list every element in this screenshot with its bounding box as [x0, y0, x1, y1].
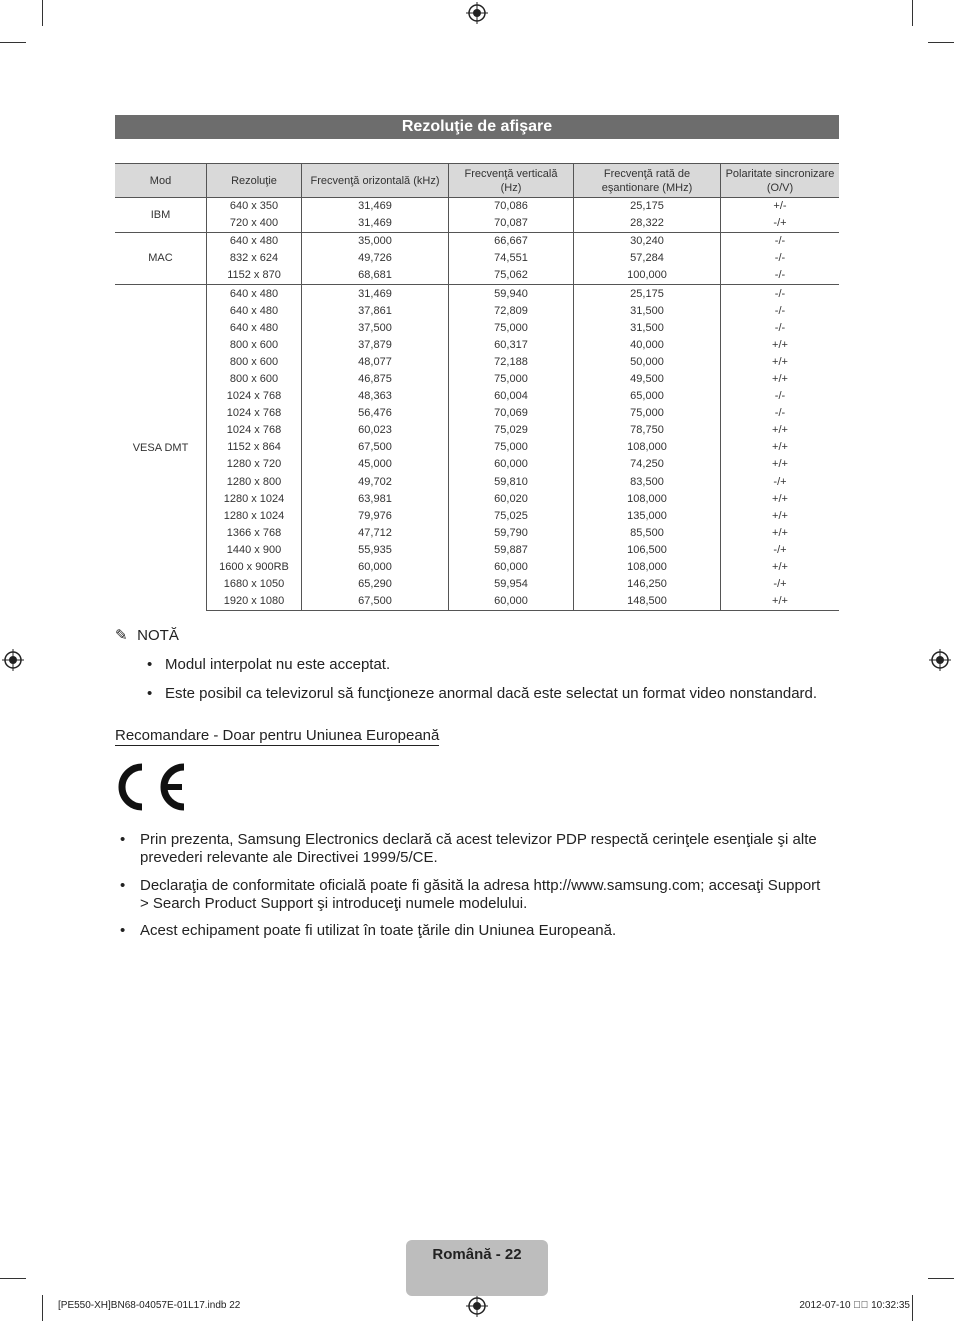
table-cell: -/+: [721, 474, 840, 491]
table-cell: 800 x 600: [207, 337, 302, 354]
table-cell: 74,551: [449, 250, 574, 267]
table-cell: 59,940: [449, 285, 574, 303]
table-cell: 75,029: [449, 422, 574, 439]
table-cell: 55,935: [302, 542, 449, 559]
table-cell: 31,469: [302, 285, 449, 303]
table-row: [115, 439, 839, 456]
registration-mark-icon: [466, 1295, 488, 1317]
table-cell: 60,004: [449, 388, 574, 405]
table-cell: 57,284: [574, 250, 721, 267]
bullet-icon: •: [147, 656, 153, 673]
crop-mark: [912, 1295, 913, 1321]
table-cell: 75,000: [574, 405, 721, 422]
table-cell: 48,077: [302, 354, 449, 371]
table-cell: 59,810: [449, 474, 574, 491]
table-row: [115, 285, 839, 303]
column-header: Frecvenţă verticală (Hz): [449, 164, 574, 198]
table-cell: 108,000: [574, 439, 721, 456]
table-cell: 49,500: [574, 371, 721, 388]
bullet-icon: •: [120, 922, 126, 939]
table-cell: +/+: [721, 337, 840, 354]
table-row: [115, 250, 839, 267]
table-cell: 640 x 480: [207, 233, 302, 251]
page-label: Română - 22: [432, 1246, 522, 1263]
table-cell: 146,250: [574, 576, 721, 593]
table-row: [115, 371, 839, 388]
registration-mark-icon: [2, 649, 24, 671]
table-cell: 45,000: [302, 456, 449, 473]
crop-mark: [912, 0, 913, 26]
file-slug: [PE550-XH]BN68-04057E-01L17.indb 22: [58, 1300, 241, 1311]
table-cell: 1024 x 768: [207, 405, 302, 422]
crop-mark: [928, 42, 954, 43]
table-cell: 1280 x 1024: [207, 491, 302, 508]
column-header: Frecvenţă rată de eşantionare (MHz): [574, 164, 721, 198]
bullet-icon: •: [120, 831, 126, 848]
table-cell: 65,290: [302, 576, 449, 593]
table-cell: -/-: [721, 267, 840, 285]
resolution-table: [115, 163, 839, 611]
table-cell: +/+: [721, 354, 840, 371]
recommendation-title: Recomandare - Doar pentru Uniunea Europeană: [115, 727, 440, 744]
table-cell: 56,476: [302, 405, 449, 422]
table-cell: 85,500: [574, 525, 721, 542]
table-cell: 60,023: [302, 422, 449, 439]
table-cell: 31,469: [302, 198, 449, 216]
table-cell: 1920 x 1080: [207, 593, 302, 611]
table-cell: 65,000: [574, 388, 721, 405]
table-cell: +/+: [721, 491, 840, 508]
table-row: [115, 354, 839, 371]
date-slug: 2012-07-10 ￿￿ 10:32:35: [799, 1300, 910, 1311]
table-cell: 1600 x 900RB: [207, 559, 302, 576]
table-cell: -/-: [721, 250, 840, 267]
note-item: [147, 685, 817, 703]
bullet-text-line: > Search Product Support şi introduceţi numele modelului.: [140, 895, 528, 912]
table-cell: +/+: [721, 593, 840, 611]
table-cell: 60,000: [302, 559, 449, 576]
table-cell: 832 x 624: [207, 250, 302, 267]
table-cell: 60,000: [449, 593, 574, 611]
table-cell: 78,750: [574, 422, 721, 439]
ce-logo: [116, 761, 190, 818]
column-header: Polaritate sincronizare (O/V): [721, 164, 840, 198]
table-cell: 60,000: [449, 559, 574, 576]
crop-mark: [0, 1278, 26, 1279]
table-cell: 75,000: [449, 320, 574, 337]
table-cell: 31,469: [302, 215, 449, 233]
table-cell: 30,240: [574, 233, 721, 251]
crop-mark: [42, 1295, 43, 1321]
table-cell: 60,000: [449, 456, 574, 473]
column-header: Mod: [115, 164, 207, 198]
note-item-text: Este posibil ca televizorul să funcţioneze anormal dacă este selectat un format video nonstandard.: [165, 685, 818, 702]
table-cell: 25,175: [574, 285, 721, 303]
crop-mark: [0, 42, 26, 43]
table-cell: -/-: [721, 388, 840, 405]
table-cell: 63,981: [302, 491, 449, 508]
table-cell: 37,861: [302, 303, 449, 320]
table-cell: 25,175: [574, 198, 721, 216]
recommendation-bullet: [120, 831, 817, 867]
note-item-text: Modul interpolat nu este acceptat.: [165, 656, 391, 673]
table-cell: 640 x 480: [207, 303, 302, 320]
table-cell: 148,500: [574, 593, 721, 611]
note-heading: [115, 626, 179, 644]
page-number-tab: [406, 1240, 548, 1296]
table-cell: 70,069: [449, 405, 574, 422]
table-cell: 60,317: [449, 337, 574, 354]
table-row: [115, 303, 839, 320]
table-cell: 135,000: [574, 508, 721, 525]
table-row: [115, 576, 839, 593]
table-cell: 49,726: [302, 250, 449, 267]
table-row: [115, 422, 839, 439]
table-cell: 31,500: [574, 303, 721, 320]
table-cell: 59,887: [449, 542, 574, 559]
mode-cell: IBM: [115, 198, 207, 233]
table-cell: 1024 x 768: [207, 422, 302, 439]
table-cell: -/-: [721, 405, 840, 422]
table-row: [115, 542, 839, 559]
table-cell: +/+: [721, 508, 840, 525]
table-cell: 1280 x 720: [207, 456, 302, 473]
table-cell: 640 x 480: [207, 285, 302, 303]
table-row: [115, 508, 839, 525]
recommendation-bullet: [120, 877, 820, 913]
crop-mark: [42, 0, 43, 26]
table-cell: 37,500: [302, 320, 449, 337]
table-cell: 108,000: [574, 559, 721, 576]
table-row: [115, 559, 839, 576]
column-header: Rezoluţie: [207, 164, 302, 198]
table-cell: 100,000: [574, 267, 721, 285]
table-row: [115, 233, 839, 251]
table-row: [115, 474, 839, 491]
table-cell: 70,087: [449, 215, 574, 233]
table-cell: 49,702: [302, 474, 449, 491]
table-cell: +/+: [721, 525, 840, 542]
table-cell: -/+: [721, 542, 840, 559]
table-cell: 47,712: [302, 525, 449, 542]
table-cell: +/+: [721, 456, 840, 473]
table-cell: 74,250: [574, 456, 721, 473]
recommendation-bullet: [120, 922, 616, 940]
table-row: [115, 491, 839, 508]
table-cell: 72,809: [449, 303, 574, 320]
table-cell: 1152 x 870: [207, 267, 302, 285]
table-cell: 1440 x 900: [207, 542, 302, 559]
table-cell: -/-: [721, 320, 840, 337]
table-row: [115, 456, 839, 473]
table-row: [115, 267, 839, 285]
table-cell: 640 x 350: [207, 198, 302, 216]
mode-cell: MAC: [115, 233, 207, 285]
bullet-icon: •: [147, 685, 153, 702]
note-item: [147, 656, 390, 674]
bullet-text-line: Prin prezenta, Samsung Electronics declară că acest televizor PDP respectă cerinţele esenţiale şi alte: [140, 831, 817, 848]
table-cell: 75,000: [449, 439, 574, 456]
table-cell: +/-: [721, 198, 840, 216]
table-cell: 67,500: [302, 439, 449, 456]
table-row: [115, 215, 839, 233]
table-cell: 48,363: [302, 388, 449, 405]
table-cell: +/+: [721, 422, 840, 439]
table-row: [115, 525, 839, 542]
table-cell: 59,954: [449, 576, 574, 593]
table-cell: 83,500: [574, 474, 721, 491]
table-cell: 66,667: [449, 233, 574, 251]
table-cell: 72,188: [449, 354, 574, 371]
table-row: [115, 337, 839, 354]
table-cell: 50,000: [574, 354, 721, 371]
table-cell: -/+: [721, 576, 840, 593]
pencil-icon: ✎: [115, 627, 128, 644]
table-cell: 1280 x 800: [207, 474, 302, 491]
bullet-icon: •: [120, 877, 126, 894]
table-row: [115, 405, 839, 422]
table-cell: 106,500: [574, 542, 721, 559]
table-cell: 640 x 480: [207, 320, 302, 337]
table-cell: 800 x 600: [207, 371, 302, 388]
table-cell: 28,322: [574, 215, 721, 233]
table-row: [115, 593, 839, 611]
table-cell: 1366 x 768: [207, 525, 302, 542]
table-cell: 1152 x 864: [207, 439, 302, 456]
table-cell: -/-: [721, 285, 840, 303]
bullet-text-line: Declaraţia de conformitate oficială poate fi găsită la adresa http://www.samsung.com; accesaţi Support: [140, 877, 821, 894]
mode-cell: VESA DMT: [115, 285, 207, 611]
table-cell: 75,000: [449, 371, 574, 388]
bullet-text-line: prevederi relevante ale Directivei 1999/5/CE.: [140, 849, 438, 866]
crop-mark: [928, 1278, 954, 1279]
table-cell: 60,020: [449, 491, 574, 508]
table-cell: 67,500: [302, 593, 449, 611]
table-row: [115, 198, 839, 216]
table-cell: 1280 x 1024: [207, 508, 302, 525]
table-cell: 1680 x 1050: [207, 576, 302, 593]
table-cell: 108,000: [574, 491, 721, 508]
table-cell: 68,681: [302, 267, 449, 285]
table-cell: 75,062: [449, 267, 574, 285]
table-cell: +/+: [721, 439, 840, 456]
table-cell: -/-: [721, 233, 840, 251]
registration-mark-icon: [929, 649, 951, 671]
table-cell: 800 x 600: [207, 354, 302, 371]
table-cell: 35,000: [302, 233, 449, 251]
bullet-text-line: Acest echipament poate fi utilizat în toate ţările din Uniunea Europeană.: [140, 922, 617, 939]
table-cell: 31,500: [574, 320, 721, 337]
table-cell: 37,879: [302, 337, 449, 354]
table-cell: 40,000: [574, 337, 721, 354]
table-cell: +/+: [721, 559, 840, 576]
table-cell: 79,976: [302, 508, 449, 525]
table-cell: 720 x 400: [207, 215, 302, 233]
note-title: NOTĂ: [137, 627, 179, 644]
column-header: Frecvenţă orizontală (kHz): [302, 164, 449, 198]
table-cell: 59,790: [449, 525, 574, 542]
table-cell: 1024 x 768: [207, 388, 302, 405]
table-row: [115, 388, 839, 405]
table-cell: 46,875: [302, 371, 449, 388]
table-cell: 70,086: [449, 198, 574, 216]
table-cell: -/-: [721, 303, 840, 320]
table-cell: 75,025: [449, 508, 574, 525]
table-cell: +/+: [721, 371, 840, 388]
registration-mark-icon: [466, 2, 488, 24]
table-header-row: [115, 164, 839, 198]
section-title: Rezoluţie de afişare: [115, 115, 839, 139]
table-cell: -/+: [721, 215, 840, 233]
table-row: [115, 320, 839, 337]
